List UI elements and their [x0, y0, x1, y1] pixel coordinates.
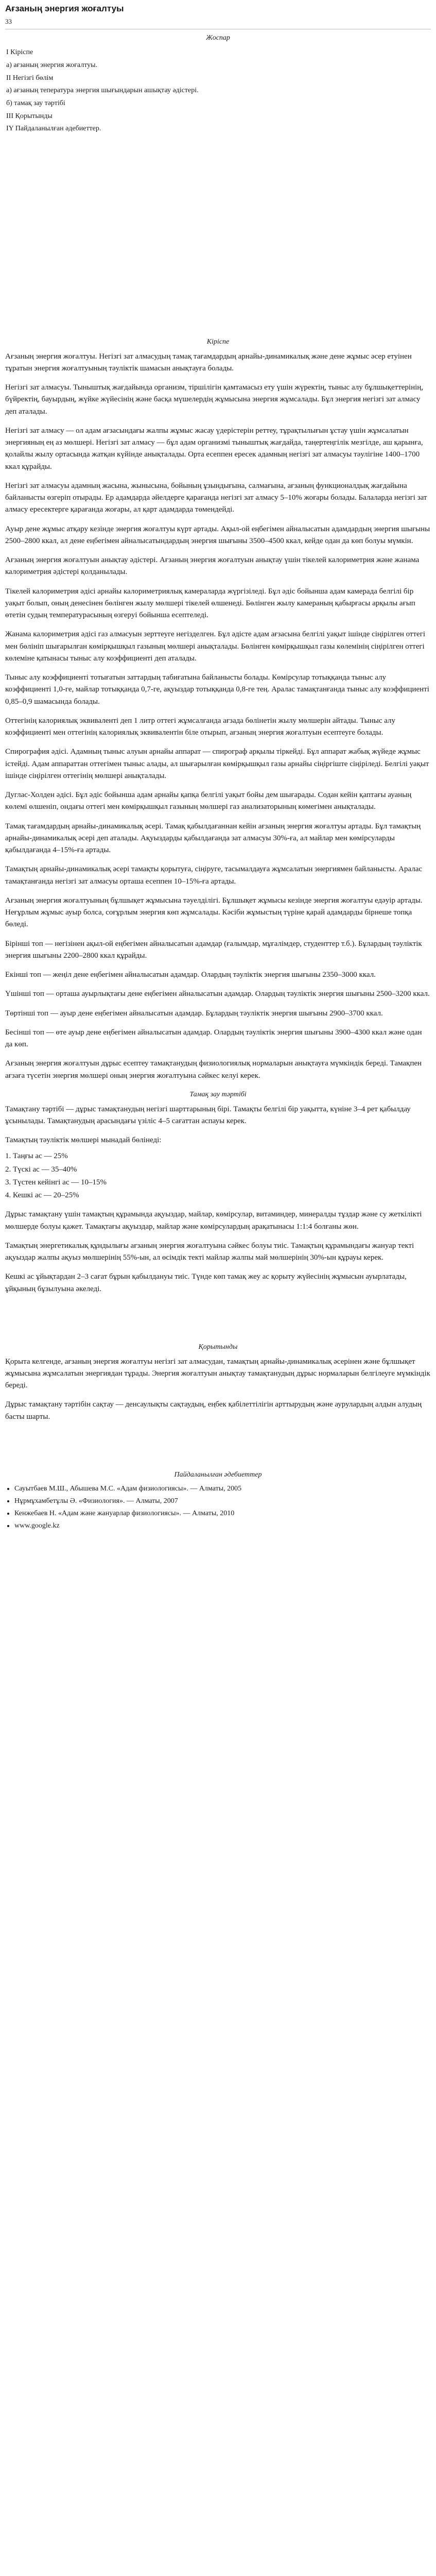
- paragraph: Дұрыс тамақтану үшін тамақтың құрамында ақуыздар, майлар, көмірсулар, витаминдер, минералды тұздар және су жеткілікті мөлшерде болуы қажет. Тамақтағы ақуыздар, майлар және көмірсулардың арақатынасы 1:1:4 болғаны жөн.: [5, 1210, 422, 1231]
- blank-space: [5, 1430, 431, 1466]
- reference-item: • Сауытбаев М.Ш., Абышева М.С. «Адам физиологиясы». — Алматы, 2005: [14, 1483, 431, 1495]
- paragraph: Қорыта келгенде, ағзаның энергия жоғалтуы негізгі зат алмасудан, тамақтың арнайы-динамикалық әсерінен және бұлшықет жұмысына жұмсалатын энергиядан тұрады. Энергия жоғалтуын анықтау тамақтанудың дұрыс нормаларын белгілеуге мүмкіндік береді.: [5, 1357, 430, 1390]
- paragraph: Тамақтың энергетикалық құндылығы ағзаның энергия жоғалтуына сәйкес болуы тиіс. Тамақтың құрамындағы жануар текті ақуыздар жалпы ақуыз мөлшерінің 55%-ын, ал өсімдік текті майлар жалпы май мөлшерінің 30%-ын құрауы керек.: [5, 1241, 414, 1262]
- paragraph: Негізгі зат алмасу — ол адам ағзасындағы жалпы жұмыс жасау үдерістерін реттеу, тұрақтылығын ұстау үшін жұмсалатын энергияның ең аз мөлшері. Негізгі зат алмасу — бұл адам организмі тыныштық жағдайда, таңертеңгілік мезгілде, аш қарынға, қолайлы жылу ортасында жатқан күйінде анықталады. Орта есеппен ересек адамның негізгі зат алмасуы тәулігіне 1400–1700 ккал құрайды.: [5, 426, 423, 471]
- blank-space: [5, 138, 431, 333]
- plan-item: III Қорытынды: [6, 112, 53, 120]
- paragraph: Жанама калориметрия әдісі газ алмасуын зерттеуге негізделген. Бұл әдісте адам ағзасына белгілі уақыт ішінде сіңірілген оттегі мен бөлініп шығарылған көмірқышқыл газының мөлшері анықталады. Бөлінген көмірқышқыл газы көлемінің сіңірілген оттегі көлеміне қатынасы тыныс алу коэффициенті деп аталады.: [5, 630, 426, 663]
- paragraph: Ауыр дене жұмыс атқару кезінде энергия жоғалтуы күрт артады. Ақыл-ой еңбегімен айналысатын адамдардың энергия шығыны 2500–2800 ккал, ал дене еңбегімен айналысатындардың энергия шығыны 3500–4500 ккал, кейде одан да көп болуы мүмкін.: [5, 524, 430, 545]
- reference-link[interactable]: • www.google.kz: [14, 1520, 431, 1532]
- paragraph: Тыныс алу коэффициенті тотығатын заттардың табиғатына байланысты болады. Көмірсулар тотыққанда тыныс алу коэффициенті 1,0-ге, майлар тотыққанда 0,7-ге, ақуыздар тотыққанда 0,8-ге тең. Аралас тамақтанғанда тыныс алу коэффициенті 0,85–0,9 шамасында болады.: [5, 673, 429, 706]
- paragraph: Ағзаның энергия жоғалтуын дұрыс есептеу тамақтанудың физиологиялық нормаларын анықтауға мүмкіндік береді. Тамақпен ағзаға түсетін энергия мөлшері оның энергия жоғалтуына сәйкес келуі керек.: [5, 1059, 422, 1080]
- plan-heading: Жоспар: [206, 34, 230, 42]
- list-item: 1. Таңғы ас — 25%: [5, 1152, 68, 1161]
- paragraph: Спирография әдісі. Адамның тыныс алуын арнайы аппарат — спирограф арқылы тіркейді. Бұл аппарат жабық жүйеде жұмыс істейді. Адам аппараттан оттегімен тыныс алады, ал шығарылған көмірқышқыл газы арнайы сіңіргіште сіңіріледі. Белгілі уақыт ішінде сіңірілген оттегінің мөлшері анықталады.: [5, 748, 429, 780]
- list-item: 2. Түскі ас — 35–40%: [5, 1165, 77, 1174]
- intro-heading: Кіріспе: [206, 337, 230, 346]
- diet-heading: Тамақ зау тәртібі: [189, 1090, 247, 1098]
- diet-body: [5, 1104, 431, 1295]
- plan-item: а) ағзаның тепература энергия шығындарын ашықтау әдістері.: [6, 87, 199, 95]
- list-item: 4. Кешкі ас — 20–25%: [5, 1191, 79, 1200]
- paragraph: Бесінші топ — өте ауыр дене еңбегімен айналысатын адамдар. Олардың тәуліктік энергия шығыны 3900–4300 ккал және одан да көп.: [5, 1028, 422, 1049]
- paragraph: Ағзаның энергия жоғалтуын анықтау әдістері. Ағзаның энергия жоғалтуын анықтау үшін тікелей калориметрия және жанама калориметрия әдістері қолданылады.: [5, 556, 420, 577]
- paragraph: Екінші топ — жеңіл дене еңбегімен айналысатын адамдар. Олардың тәуліктік энергия шығыны 2350–3000 ккал.: [5, 971, 376, 979]
- meal-distribution-list: [5, 1150, 431, 1201]
- paragraph: Негізгі зат алмасуы. Тыныштық жағдайында организм, тіршілігін қамтамасыз ету үшін жүректің, тыныс алу бұлшықеттерінің, бүйректің, бауырдың, жүйке жүйесінің және басқа мүшелердің жұмысына энергия жұмсалады. Бұл энергия негізгі зат алмасу деп аталады.: [5, 383, 424, 416]
- conclusion-heading: Қорытынды: [198, 1343, 238, 1351]
- reference-item: • Кенжебаев Н. «Адам және жануарлар физиологиясы». — Алматы, 2010: [14, 1508, 431, 1519]
- paragraph: Тамақтың арнайы-динамикалық әсері тамақты қорытуға, сіңіруге, тасымалдауға жұмсалатын энергиямен байланысты. Аралас тамақтанғанда негізгі зат алмасуы орташа есеппен 10–15%-ға артады.: [5, 865, 423, 886]
- paragraph: Негізгі зат алмасуы адамның жасына, жынысына, бойының ұзындығына, салмағына, ағзаның функционалдық жағдайына байланысты өзгеріп отырады. Ер адамдарда әйелдерге қарағанда негізгі зат алмасу 5–10% жоғары болады. Балаларда негізгі зат алмасу ересектерге қарағанда жоғары, ал қарт адамдарда төмендейді.: [5, 481, 427, 514]
- plan-item: а) ағзаның энергия жоғалтуы.: [6, 61, 98, 69]
- plan-item: б) тамақ зау тәртібі: [6, 99, 65, 107]
- paragraph: Бірінші топ — негізінен ақыл-ой еңбегімен айналысатын адамдар (ғалымдар, мұғалімдер, студенттер т.б.). Бұлардың тәуліктік энергия шығыны 2200–2800 ккал құрайды.: [5, 939, 422, 960]
- conclusion-body: [5, 1356, 431, 1423]
- document-title: Ағзаның энергия жоғалтуы: [5, 4, 124, 13]
- paragraph: Тікелей калориметрия әдісі арнайы калориметриялық камераларда жүргізіледі. Бұл әдіс бойынша адам камерада белгілі бір уақыт болып, оның денесінен бөлінген жылу мөлшері тікелей өлшенеді. Бөлінген жылу камераның қабырғасы арқылы ағып өтетін судың температурасының өзгеруі бойынша есептеледі.: [5, 587, 415, 620]
- paragraph: Төртінші топ — ауыр дене еңбегімен айналысатын адамдар. Бұлардың тәуліктік энергия шығыны 2900–3700 ккал.: [5, 1009, 383, 1018]
- paragraph: Ағзаның энергия жоғалтуы. Негізгі зат алмасудың тамақ тағамдардың арнайы-динамикалық және дене жұмыс әсер етуінен тұратын энергия жоғалтуының тәуліктік шамасын анықтауға болады.: [5, 352, 412, 372]
- references-heading: Пайдаланылған әдебиеттер: [174, 1470, 262, 1479]
- document-author: 33: [5, 18, 12, 26]
- list-item: 3. Түстен кейінгі ас — 10–15%: [5, 1178, 107, 1187]
- paragraph: Тамақтану тәртібі — дұрыс тамақтанудың негізгі шарттарының бірі. Тамақты белгілі бір уақытта, күніне 3–4 рет қабылдау ұсынылады. Тамақтанудың арасындағы үзіліс 4–5 сағаттан аспауы керек.: [5, 1105, 411, 1125]
- paragraph: Ағзаның энергия жоғалтуының бұлшықет жұмысына тәуелділігі. Бұлшықет жұмысы кезінде энергия жоғалтуы едәуір артады. Неғұрлым жұмыс ауыр болса, соғұрлым энергия көп жұмсалады. Кәсіби жұмыстың түріне қарай адамдарды бірнеше топқа бөледі.: [5, 896, 423, 929]
- paragraph: Дұрыс тамақтану тәртібін сақтау — денсаулықты сақтаудың, еңбек қабілеттілігін арттырудың және аурулардың алдын алудың басты шарты.: [5, 1400, 422, 1421]
- plan-item: I Кіріспе: [6, 48, 33, 57]
- paragraph: Оттегінің калориялық эквиваленті деп 1 литр оттегі жұмсалғанда ағзада бөлінетін жылу мөлшерін айтады. Тыныс алу коэффициенті мен оттегінің калориялық эквивалентін біле отырып, ағзаның энергия жоғалтуын есептеуге болады.: [5, 716, 395, 737]
- blank-space: [5, 1302, 431, 1338]
- references-list: [5, 1483, 431, 1531]
- plan-item: II Негізгі бөлім: [6, 74, 54, 82]
- paragraph: Үшінші топ — орташа ауырлықтағы дене еңбегімен айналысатын адамдар. Олардың тәуліктік энергия шығыны 2500–3200 ккал.: [5, 990, 430, 998]
- paragraph: Дуглас-Холден әдісі. Бұл әдіс бойынша адам арнайы қапқа белгілі уақыт бойы дем шығарады. Содан кейін қаптағы ауаның көлемі өлшеніп, ондағы оттегі мен көмірқышқыл газының мөлшері газ анализаторының көмегімен анықталады.: [5, 791, 412, 811]
- plan-list: [6, 47, 431, 134]
- plan-item: IY Пайдаланылған әдебиеттер.: [6, 125, 101, 133]
- paragraph: Тамақтың тәуліктік мөлшері мынадай бөлінеді:: [5, 1136, 162, 1145]
- paragraph: Кешкі ас ұйықтардан 2–3 сағат бұрын қабылдануы тиіс. Түнде көп тамақ жеу ас қорыту жүйесінің жұмысын ауырлатады, ұйқының бұзылуына әкеледі.: [5, 1273, 407, 1293]
- intro-body: [5, 351, 431, 1082]
- paragraph: Тамақ тағамдардың арнайы-динамикалық әсері. Тамақ қабылдағаннан кейін ағзаның энергия жоғалтуы артады. Бұл тамақтың арнайы-динамикалық әсері деп аталады. Ақуыздарды қабылдағанда зат алмасуы 30%-ға, ал майлар мен көмірсуларды қабылдағанда 4–15%-ға артады.: [5, 822, 421, 855]
- reference-item: • Нұрмұхамбетұлы Ә. «Физиология». — Алматы, 2007: [14, 1496, 431, 1507]
